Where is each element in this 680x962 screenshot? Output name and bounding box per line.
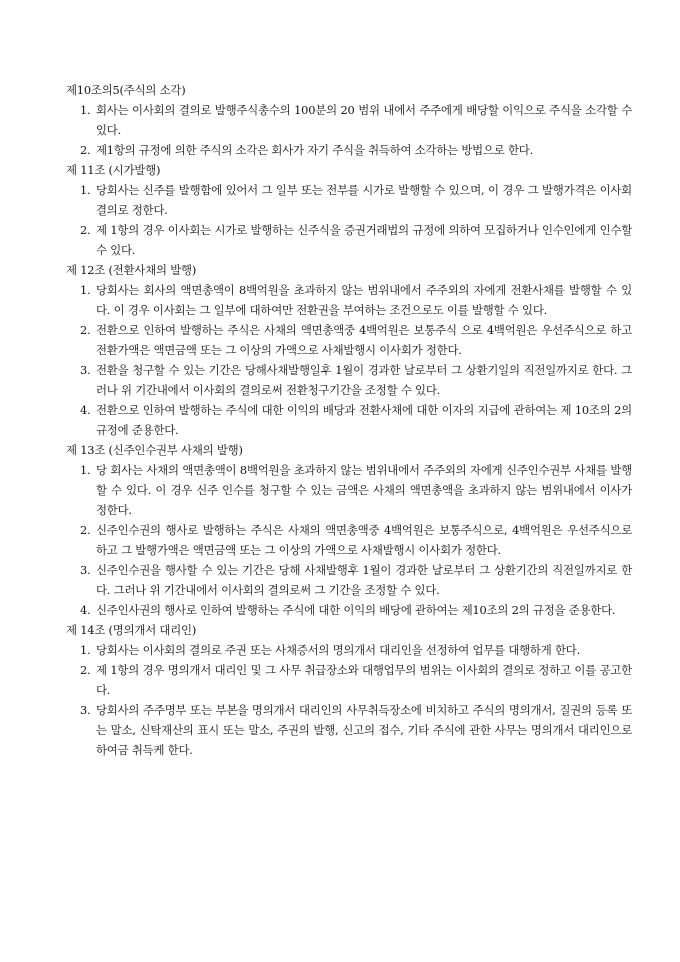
item-text: 제1항의 규정에 의한 주식의 소각은 회사가 자기 주식을 취득하여 소각하는 방법으로 한다. — [96, 143, 534, 157]
article-heading: 제 14조 (명의개서 대리인) — [66, 623, 197, 637]
article-items — [66, 280, 632, 440]
item-number: 2. — [80, 223, 91, 237]
item-text: 회사는 이사회의 결의로 발행주식총수의 100분의 20 범위 내에서 주주에게 배당할 이익으로 주식을 소각할 수 있다. — [96, 103, 632, 137]
item-text: 당회사는 회사의 액면총액이 8백억원을 초과하지 않는 범위내에서 주주외의 자에게 전환사채를 발행할 수 있다. 이 경우 이사회는 그 일부에 대하여만 전환권을 부여하는 조건으로도 이를 발행할 수 있다. — [96, 283, 632, 317]
article-item — [66, 320, 632, 360]
item-text: 전환으로 인하여 발행하는 주식에 대한 이익의 배당과 전환사채에 대한 이자의 지급에 관하여는 제 10조의 2의 규정에 준용한다. — [96, 403, 632, 437]
item-text: 제 1항의 경우 이사회는 시가로 발행하는 신주식을 증권거래법의 규정에 의하여 모집하거나 인수인에게 인수할 수 있다. — [96, 223, 632, 257]
article-items — [66, 640, 632, 760]
item-text: 당회사의 주주명부 또는 부본을 명의개서 대리인의 사무취득장소에 비치하고 주식의 명의개서, 질권의 등록 또는 말소, 신탁재산의 표시 또는 말소, 주권의 발행, 신고의 접수, 기타 주식에 관한 사무는 명의개서 대리인으로 하여금 취득케 한다. — [96, 703, 632, 757]
article-items — [66, 100, 632, 160]
article-item — [66, 520, 632, 560]
article-13 — [66, 440, 632, 620]
item-text: 전환을 청구할 수 있는 기간은 당해사채발행일후 1월이 경과한 날로부터 그 상환기일의 직전일까지로 한다. 그러나 위 기간내에서 이사회의 결의로써 전환청구기간을 조정할 수 있다. — [96, 363, 632, 397]
item-number: 2. — [80, 663, 91, 677]
item-text: 당 회사는 사채의 액면총액이 8백억원을 초과하지 않는 범위내에서 주주외의 자에게 신주인수권부 사채를 발행할 수 있다. 이 경우 신주 인수를 청구할 수 있는 금액은 사채의 액면총액을 초과하지 않는 범위내에서 이사가 정한다. — [96, 463, 632, 517]
article-item — [66, 220, 632, 260]
item-number: 3. — [80, 363, 91, 377]
article-item — [66, 100, 632, 140]
article-heading: 제10조의5(주식의 소각) — [66, 83, 186, 97]
item-text: 당회사는 이사회의 결의로 주권 또는 사채증서의 명의개서 대리인을 선정하여 업무를 대행하게 한다. — [96, 643, 580, 657]
article-item — [66, 140, 632, 160]
item-number: 1. — [80, 643, 91, 657]
article-item — [66, 180, 632, 220]
article-item — [66, 560, 632, 600]
item-number: 2. — [80, 323, 91, 337]
item-number: 3. — [80, 703, 91, 717]
item-text: 당회사는 신주를 발행함에 있어서 그 일부 또는 전부를 시가로 발행할 수 있으며, 이 경우 그 발행가격은 이사회결의로 정한다. — [96, 183, 632, 217]
article-item — [66, 400, 632, 440]
article-item — [66, 600, 632, 620]
item-number: 2. — [80, 523, 91, 537]
item-text: 제 1항의 경우 명의개서 대리인 및 그 사무 취급장소와 대행업무의 범위는 이사회의 결의로 정하고 이를 공고한다. — [96, 663, 632, 697]
article-heading: 제 11조 (시가발행) — [66, 163, 161, 177]
article-heading: 제 12조 (전환사채의 발행) — [66, 263, 197, 277]
article-14 — [66, 620, 632, 760]
item-text: 신주인사권의 행사로 인하여 발행하는 주식에 대한 이익의 배당에 관하여는 제10조의 2의 규정을 준용한다. — [96, 603, 616, 617]
item-text: 신주인수권의 행사로 발행하는 주식은 사채의 액면총액중 4백억원은 보통주식으로, 4백억원은 우선주식으로 하고 그 발행가액은 액면금액 또는 그 이상의 가액으로 사채발행시 이사회가 정한다. — [96, 523, 632, 557]
article-10-5 — [66, 80, 632, 160]
article-item — [66, 360, 632, 400]
article-item — [66, 700, 632, 760]
article-item — [66, 280, 632, 320]
article-items — [66, 180, 632, 260]
article-11 — [66, 160, 632, 260]
item-number: 4. — [80, 403, 91, 417]
article-12 — [66, 260, 632, 440]
item-number: 2. — [80, 143, 91, 157]
document-body — [66, 80, 632, 760]
item-number: 1. — [80, 103, 91, 117]
item-number: 1. — [80, 463, 91, 477]
article-heading: 제 13조 (신주인수권부 사채의 발행) — [66, 443, 243, 457]
item-text: 신주인수권을 행사할 수 있는 기간은 당해 사채발행후 1월이 경과한 날로부터 그 상환기간의 직전일까지로 한다. 그러나 위 기간내에서 이사회의 결의로써 그 기간을 조정할 수 있다. — [96, 563, 632, 597]
article-item — [66, 460, 632, 520]
item-number: 1. — [80, 283, 91, 297]
article-item — [66, 660, 632, 700]
item-number: 1. — [80, 183, 91, 197]
item-number: 3. — [80, 563, 91, 577]
item-number: 4. — [80, 603, 91, 617]
article-items — [66, 460, 632, 620]
article-item — [66, 640, 632, 660]
item-text: 전환으로 인하여 발행하는 주식은 사채의 액면총액중 4백억원은 보통주식 으로 4백억원은 우선주식으로 하고 전환가액은 액면금액 또는 그 이상의 가액으로 사채발행시 이사회가 정한다. — [96, 323, 632, 357]
